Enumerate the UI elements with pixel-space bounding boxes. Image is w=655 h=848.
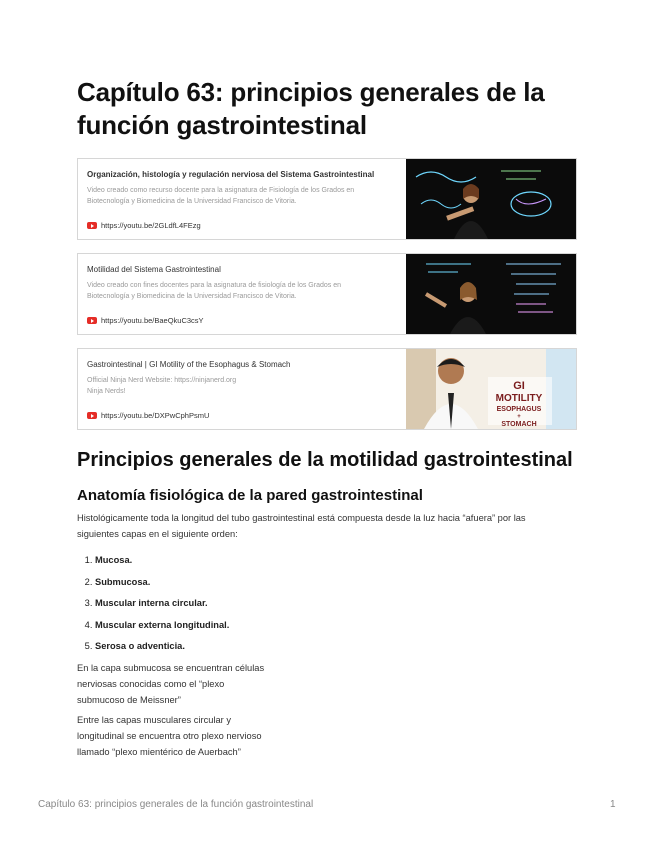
video-thumbnail[interactable] (406, 254, 576, 334)
video-card-description: Official Ninja Nerd Website: https://ninjanerd.org Ninja Nerds! (87, 377, 237, 395)
video-card-1[interactable] (77, 158, 577, 240)
list-item: 5. Serosa o adventicia. (95, 636, 229, 658)
video-url[interactable]: https://youtu.be/2GLdfL4FEzg (101, 221, 201, 230)
footer-title: Capítulo 63: principios generales de la función gastrointestinal (38, 799, 314, 810)
video-card-description: Video creado como recurso docente para la asignatura de Fisiología de los Grados en Biotecnología y Biomedicina de la Universidad Francisco de Vitoria. (87, 187, 355, 205)
list-item: 2. Submucosa. (95, 572, 229, 594)
thumb-motility-text: MOTILITY (495, 393, 543, 404)
layers-list (77, 550, 229, 658)
youtube-icon (87, 412, 97, 419)
thumb-plus-text: + (517, 414, 521, 420)
submucosa-paragraph: En la capa submucosa se encuentran células nerviosas conocidas como el “plexo submucoso de Meissner” (77, 663, 265, 705)
video-link[interactable] (87, 316, 204, 325)
thumb-esophagus-text: ESOPHAGUS (496, 406, 542, 413)
video-card-2[interactable] (77, 253, 577, 335)
video-link[interactable] (87, 221, 201, 230)
video-url[interactable]: https://youtu.be/BaeQkuC3csY (101, 316, 204, 325)
subsection-heading: Anatomía fisiológica de la pared gastrointestinal (77, 487, 423, 504)
youtube-icon (87, 222, 97, 229)
page-number: 1 (610, 799, 616, 810)
list-item: 3. Muscular interna circular. (95, 593, 229, 615)
video-card-title[interactable]: Gastrointestinal | GI Motility of the Esophagus & Stomach (87, 360, 291, 369)
video-card-description: Video creado con fines docentes para la asignatura de fisiología de los Grados en Biotecnología y Biomedicina de la Universidad Francisco de Vitoria. (87, 282, 341, 300)
video-thumbnail[interactable] (406, 159, 576, 239)
video-link[interactable] (87, 411, 209, 420)
page-title: Capítulo 63: principios generales de la función gastrointestinal (77, 77, 545, 140)
intro-paragraph: Histológicamente toda la longitud del tubo gastrointestinal está compuesta desde la luz hacia “afuera” por las siguientes capas en el siguiente orden: (77, 513, 526, 539)
video-card-3[interactable] (77, 348, 577, 430)
video-card-title[interactable]: Organización, histología y regulación nerviosa del Sistema Gastrointestinal (87, 170, 375, 179)
section-heading: Principios generales de la motilidad gastrointestinal (77, 449, 573, 471)
video-url[interactable]: https://youtu.be/DXPwCphPsmU (101, 411, 210, 420)
list-item: 1. Mucosa. (95, 550, 229, 572)
list-item: 4. Muscular externa longitudinal. (95, 615, 229, 637)
youtube-icon (87, 317, 97, 324)
myenteric-paragraph: Entre las capas musculares circular y longitudinal se encuentra otro plexo nervioso llamado “plexo mientérico de Auerbach” (77, 715, 262, 757)
thumb-stomach-text: STOMACH (501, 421, 537, 428)
thumb-gi-text: GI (513, 380, 525, 392)
video-thumbnail[interactable] (406, 349, 576, 429)
video-card-title[interactable]: Motilidad del Sistema Gastrointestinal (87, 265, 221, 274)
